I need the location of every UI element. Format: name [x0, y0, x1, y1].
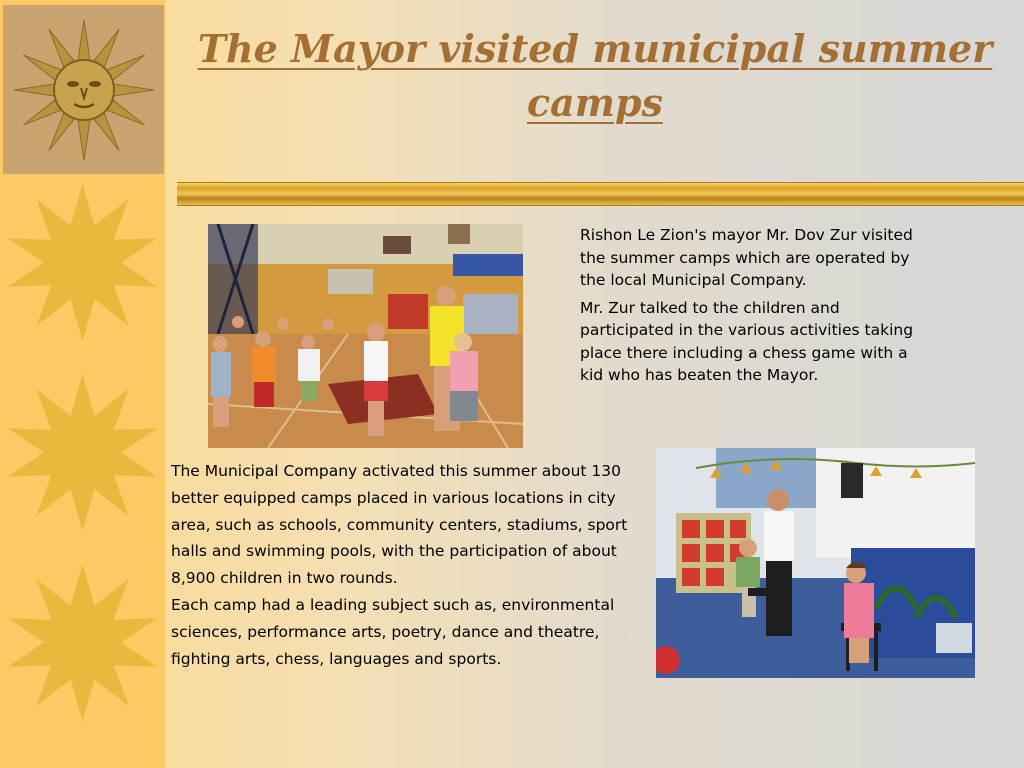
sun-icon	[0, 180, 165, 345]
camps-description-text	[171, 458, 651, 672]
mayor-visit-paragraph-2: Mr. Zur talked to the children and participated in the various activities taking place there including a chess game with a kid who has beaten the Mayor.	[580, 298, 914, 384]
camp-photo-gym	[208, 224, 523, 448]
camp-photo-chess	[656, 448, 975, 678]
sidebar-decoration	[0, 0, 165, 768]
mayor-visit-paragraph-1: Rishon Le Zion's mayor Mr. Dov Zur visited the summer camps which are operated by the local Municipal Company.	[580, 226, 913, 289]
sun-face-icon	[9, 15, 159, 165]
camps-description-paragraph-1: The Municipal Company activated this summer about 130 better equipped camps placed in various locations in city area, such as schools, community centers, stadiums, sport halls and swimming pools, with the participation of about 8,900 children in two rounds.	[171, 462, 628, 588]
sun-emblem-logo	[3, 5, 164, 174]
gold-divider-bar	[177, 182, 1024, 206]
sun-icon	[0, 560, 165, 725]
mayor-visit-text	[580, 224, 915, 392]
page-title: The Mayor visited municipal summer camps	[197, 26, 993, 125]
camps-description-paragraph-2: Each camp had a leading subject such as, environmental sciences, performance arts, poetry, dance and theatre, fighting arts, chess, languages and sports.	[171, 595, 615, 668]
sun-icon	[0, 370, 165, 535]
